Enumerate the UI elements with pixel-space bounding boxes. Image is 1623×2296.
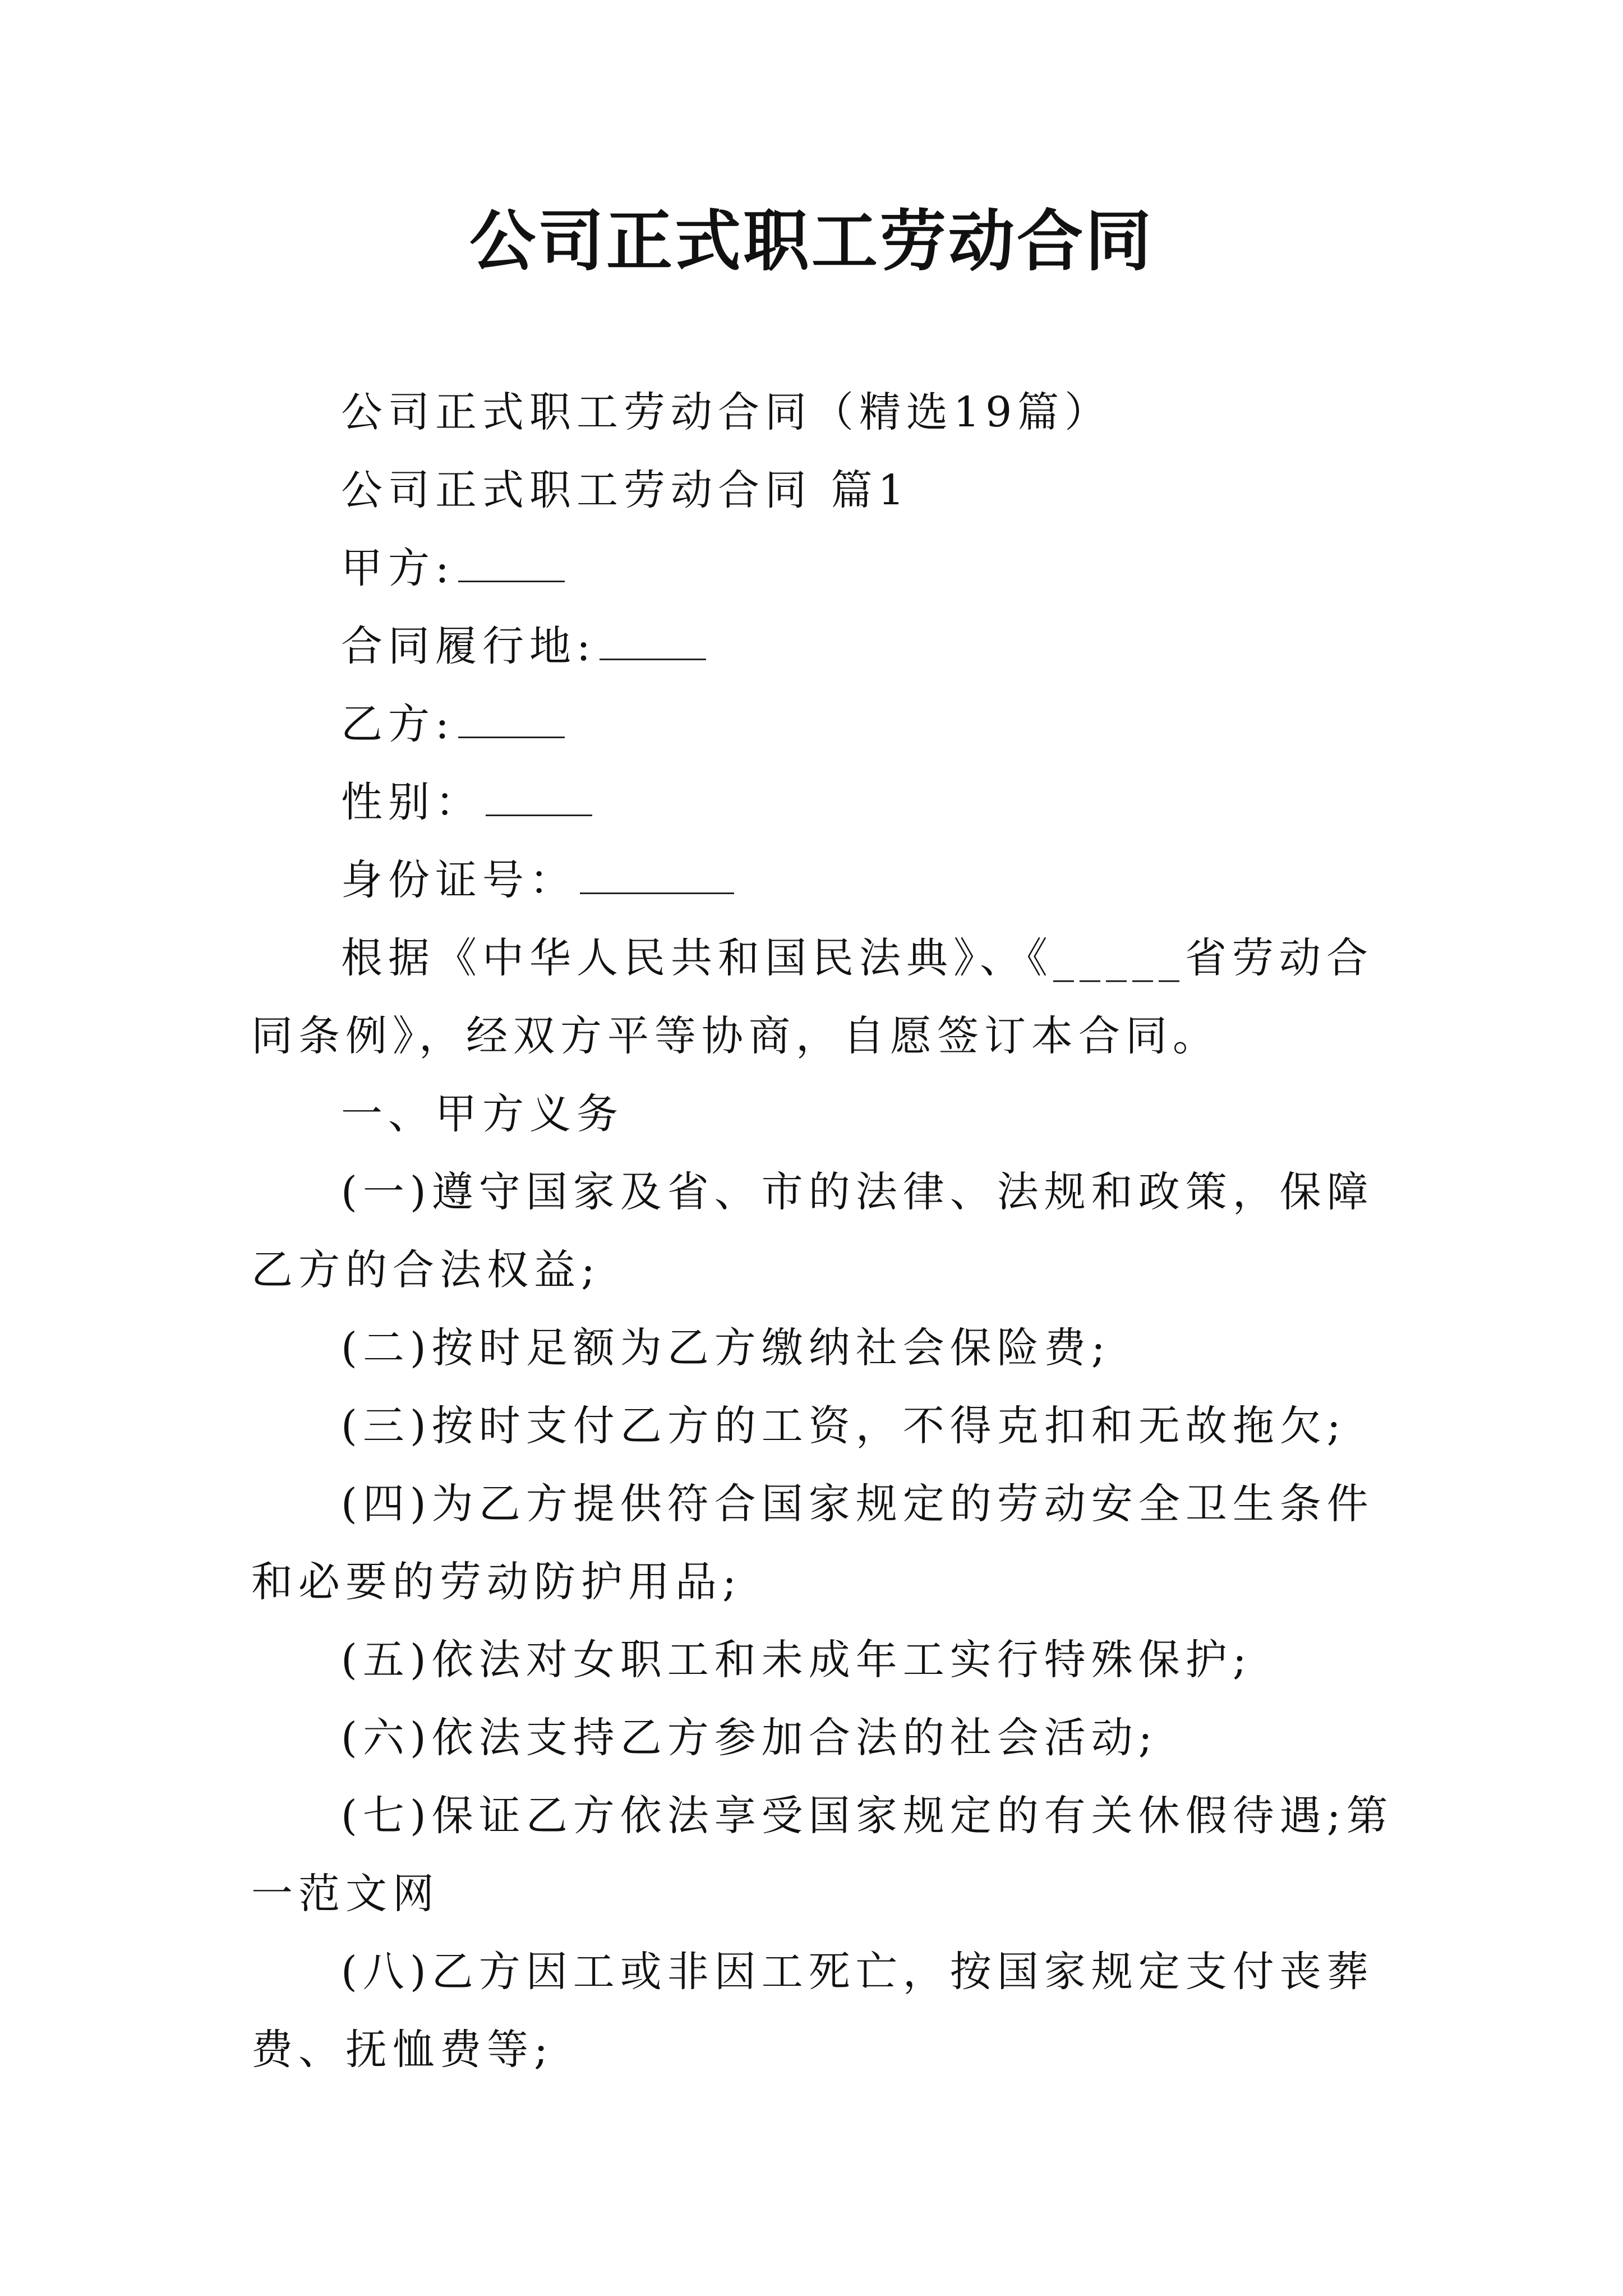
clause-item: (七)保证乙方依法享受国家规定的有关休假待遇;第一范文网 (251, 1792, 1394, 1918)
paragraph-preamble: 根据《中华人民共和国民法典》、《_____省劳动合同条例》，经双方平等协商，自愿签订本合同。 (251, 934, 1373, 1060)
field-place-label: 合同履行地: (341, 622, 596, 670)
clause-item: (三)按时支付乙方的工资，不得克扣和无故拖欠; (341, 1402, 1347, 1450)
field-party-a (251, 530, 1403, 608)
blank-line (486, 770, 592, 816)
paragraph-subtitle: 公司正式职工劳动合同（精选19篇） (341, 388, 1112, 436)
blank-line (580, 848, 734, 894)
clause-item: (五)依法对女职工和未成年工实行特殊保护; (341, 1636, 1252, 1684)
blank-line (600, 614, 706, 660)
section-heading: 一、甲方义务 (341, 1090, 624, 1138)
field-id-number (251, 841, 1403, 919)
field-party-b (251, 685, 1403, 763)
field-party-a-label: 甲方: (341, 544, 455, 592)
clause-item: (六)依法支持乙方参加合法的社会活动; (341, 1714, 1158, 1762)
blank-line (458, 536, 565, 582)
paragraph-article-heading: 公司正式职工劳动合同 篇1 (341, 466, 910, 514)
field-id-number-label: 身份证号： (341, 856, 577, 904)
document-body (251, 374, 1403, 2089)
field-gender-label: 性别： (341, 778, 482, 826)
clause-item: (二)按时足额为乙方缴纳社会保险费; (341, 1324, 1111, 1372)
document-title: 公司正式职工劳动合同 (469, 202, 1154, 280)
field-place (251, 608, 1403, 685)
field-gender (251, 763, 1403, 841)
clause-item: (八)乙方因工或非因工死亡，按国家规定支付丧葬费、抚恤费等; (251, 1948, 1374, 2074)
blank-line (458, 692, 565, 738)
clause-item: (四)为乙方提供符合国家规定的劳动安全卫生条件和必要的劳动防护用品; (251, 1480, 1374, 1606)
field-party-b-label: 乙方: (341, 700, 455, 748)
clause-item: (一)遵守国家及省、市的法律、法规和政策，保障乙方的合法权益; (251, 1168, 1374, 1294)
